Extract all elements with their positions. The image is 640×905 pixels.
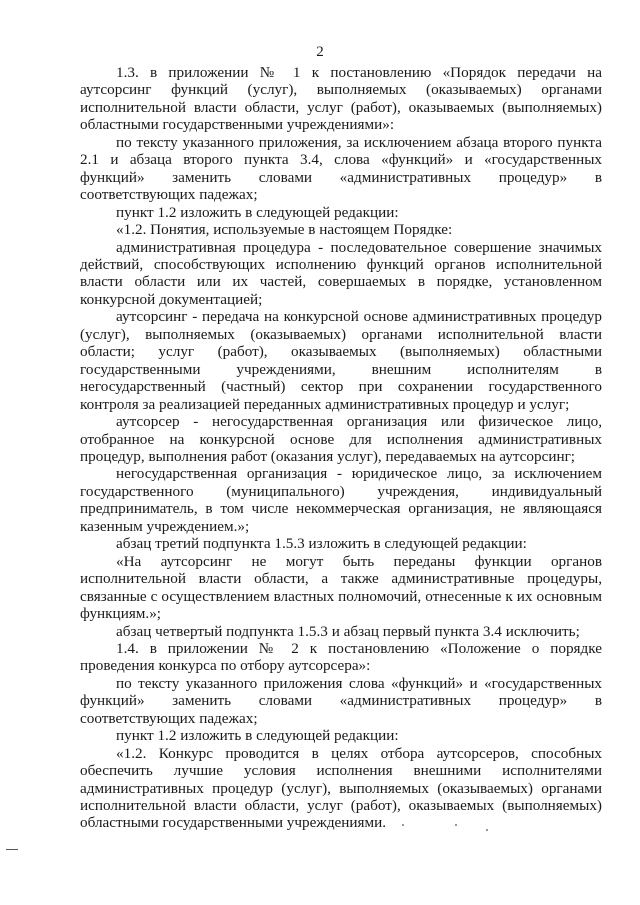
paragraph-appendix-2-item-1-2: «1.2. Конкурс проводится в целях отбора аутсорсеров, способных обеспечить лучшие условия исполнения внешними исполнителями административных процедур (услуг), выполняемых (оказываемых) органами исполнительной власти области, услуг (работ), оказываемых (выполняемых) областными государственными учреждениями. — [80, 744, 602, 832]
scan-artifact-line — [6, 849, 18, 850]
paragraph-item-1-2-intro: пункт 1.2 изложить в следующей редакции: — [116, 203, 399, 221]
paragraph-definitions-heading: «1.2. Понятия, используемые в настоящем Порядке: — [116, 221, 453, 239]
scan-artifact-speck — [455, 824, 457, 826]
paragraph-definition-procedure: административная процедура - последовательное совершение значимых действий, способствующих исполнению функций органов исполнительной власти области или их частей, совершаемых в порядке, установленном конкурсной документацией; — [80, 238, 602, 308]
paragraph-subitem-1-5-3-text: «На аутсорсинг не могут быть переданы функции органов исполнительной власти области, а также административные процедуры, связанные с осуществлением властных полномочий, отнесенные к их основным функциям.»; — [80, 552, 602, 623]
paragraph-appendix-2-item-intro: пункт 1.2 изложить в следующей редакции: — [116, 727, 399, 745]
document-body — [80, 64, 602, 832]
paragraph-exclusion: абзац четвертый подпункта 1.5.3 и абзац первый пункта 3.4 исключить; — [116, 622, 580, 640]
page-number: 2 — [316, 44, 324, 60]
paragraph-appendix-2-replacement: по тексту указанного приложения слова «функций» и «государственных функций» заменить словами «административных процедур» в соответствующих падежах; — [80, 674, 602, 727]
paragraph-definition-nongov-org: негосударственная организация - юридическое лицо, за исключением государственного (муниципального) учреждения, индивидуальный предприниматель, в том числе некоммерческая организация, не являющаяся казенным учреждением.»; — [80, 465, 602, 535]
paragraph-definition-outsourcer: аутсорсер - негосударственная организация или физическое лицо, отобранное на конкурсной основе для исполнения административных процедур, выполнения работ (оказания услуг), передаваемых на аутсорсинг; — [80, 413, 602, 465]
scan-artifact-speck — [486, 829, 488, 831]
paragraph-subitem-1-5-3-intro: абзац третий подпункта 1.5.3 изложить в следующей редакции: — [116, 535, 527, 553]
paragraph-text-replacement: по тексту указанного приложения, за исключением абзаца второго пункта 2.1 и абзаца второго пункта 3.4, слова «функций» и «государственных функций» заменить словами «административных процедур» в соответствующих падежах; — [80, 133, 602, 204]
paragraph-definition-outsourcing: аутсорсинг - передача на конкурсной основе административных процедур (услуг), выполняемых (оказываемых) органами исполнительной власти области; услуг (работ), оказываемых (выполняемых) областными государственными учреждениями, внешним исполнителям в негосударственный (частный) сектор при сохранении государственного контроля за реализацией переданных административных процедур и услуг; — [80, 308, 602, 413]
paragraph-1-4: 1.4. в приложении № 2 к постановлению «Положение о порядке проведения конкурса по отбору аутсорсера»: — [80, 639, 602, 675]
scan-artifact-speck — [402, 824, 404, 826]
paragraph-1-3: 1.3. в приложении № 1 к постановлению «Порядок передачи на аутсорсинг функций (услуг), выполняемых (оказываемых) органами исполнительной власти области, услуг (работ), оказываемых (выполняемых) областными государственными учреждениями»: — [80, 64, 602, 134]
